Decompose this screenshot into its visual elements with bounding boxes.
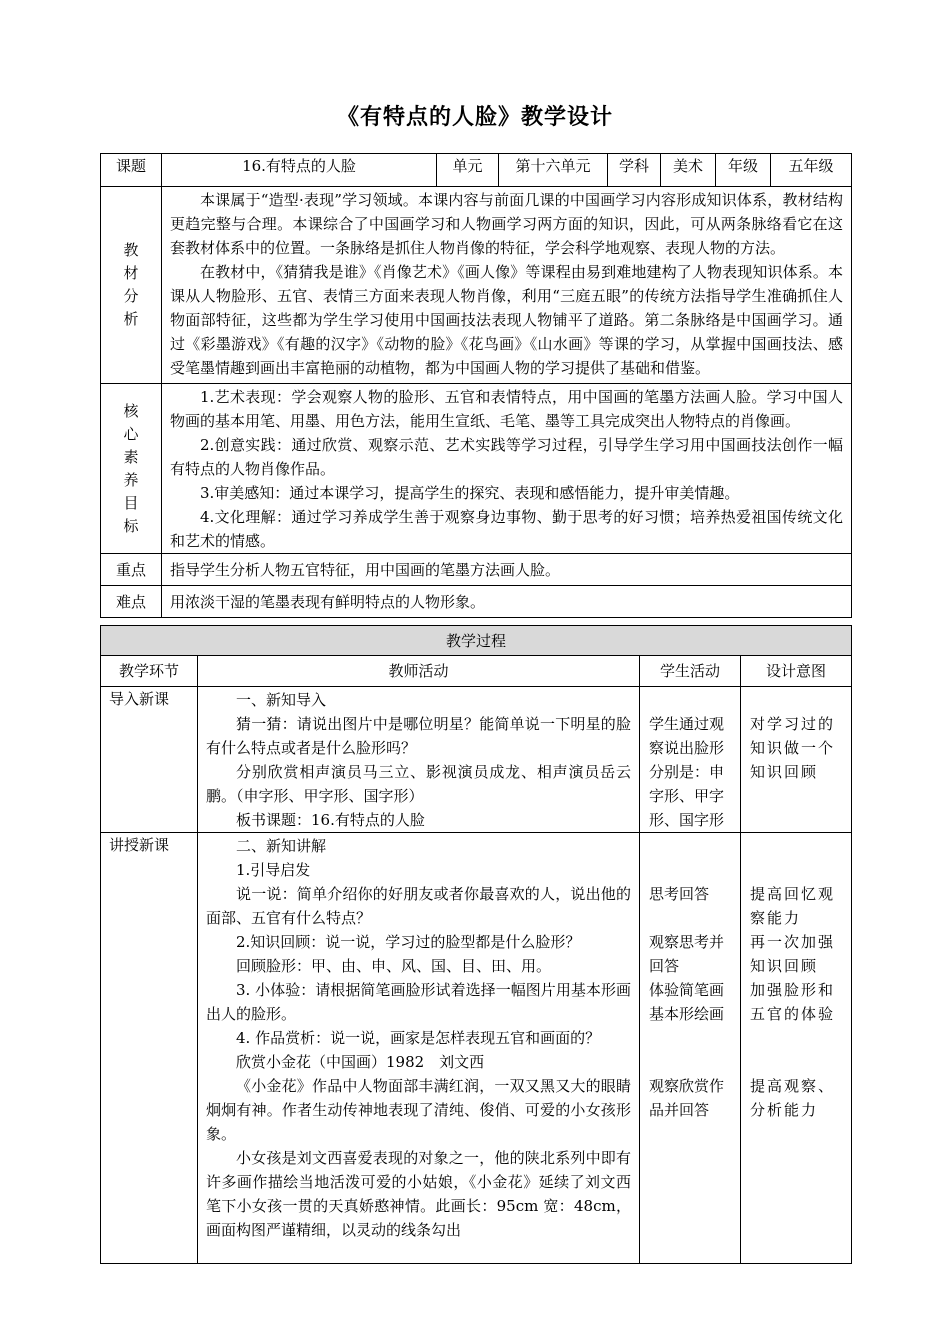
page-title: 《有特点的人脸》教学设计 (336, 104, 613, 130)
col-student-header: 学生活动 (640, 656, 741, 687)
key-point-label: 重点 (101, 554, 162, 586)
analysis-paragraph: 在教材中，《猜猜我是谁》《肖像艺术》《画人像》等课程由易到难地建构了人物表现知识体系。本课从人物脸形、五官、表情三方面来表现人物肖像，利用“三庭五眼”的传统方法指导学生准确抓住人物面部特征，这些都为学生学习使用中国画技法表现人物铺平了道路。第二条脉络是中国画学习。通过《彩墨游戏》《有趣的汉字》《动物的脸》《花鸟画》《山水画》等课的学习，从掌握中国画技法、感受笔墨情趣到画出丰富艳丽的动植物，都为中国画人物的学习提供了基础和借鉴。 (170, 263, 843, 377)
col-teacher-header: 教师活动 (198, 656, 640, 687)
core-label-3: 目 标 (123, 493, 153, 535)
subject-label: 学科 (608, 154, 661, 187)
teach-teacher-line: 3. 小体验：请根据简笔画脸形试着选择一幅图片用基本形画出人的脸形。 (206, 981, 631, 1023)
intro-teacher-line: 分别欣赏相声演员马三立、影视演员成龙、相声演员岳云鹏。（申字形、甲字形、国字形） (206, 763, 631, 805)
key-point-text: 指导学生分析人物五官特征，用中国画的笔墨方法画人脸。 (170, 560, 561, 579)
teach-teacher-line: 小女孩是刘文西喜爱表现的对象之一，他的陕北系列中即有许多画作描绘当地活泼可爱的小姑娘，《小金花》延续了刘文西笔下小女孩一贯的天真娇憨神情。此画长：95cm 宽：48cm，画面构图严谨精细，以灵动的线条勾出 (206, 1149, 631, 1239)
analysis-label (101, 187, 162, 384)
intro-teacher-line: 猜一猜：请说出图片中是哪位明星？能简单说一下明星的脸有什么特点或者是什么脸形吗？ (206, 715, 631, 757)
analysis-label-2: 分 析 (123, 287, 153, 328)
intro-design-text: 对学习过的知识做一个知识回顾 (750, 715, 836, 781)
teach-design-3: 加强脸形和五官的体验 (750, 981, 836, 1023)
difficulty-value (162, 586, 852, 618)
teach-teacher-line: 《小金花》作品中人物面部丰满红润，一双又黑又大的眼睛炯炯有神。作者生动传神地表现了清纯、俊俏、可爱的小女孩形象。 (206, 1077, 631, 1143)
core-paragraph: 3.审美感知：通过本课学习，提高学生的探究、表现和感悟能力，提升审美情趣。 (200, 484, 740, 502)
teach-teacher-line: 1.引导启发 (236, 861, 311, 879)
difficulty-label: 难点 (101, 586, 162, 618)
intro-student (640, 687, 741, 833)
teach-teacher-line: 回顾脸形：甲、由、申、风、国、目、田、用。 (236, 957, 552, 975)
teach-student-2: 观察思考并回答 (649, 933, 725, 975)
teach-teacher-line: 4. 作品赏析：说一说，画家是怎样表现五官和画面的？ (236, 1029, 601, 1047)
intro-stage (101, 687, 198, 833)
intro-teacher (198, 687, 640, 833)
lesson-info-table (100, 153, 852, 618)
teach-student (640, 833, 741, 1264)
col-design-header: 设计意图 (741, 656, 852, 687)
core-label-1: 核 心 (123, 401, 153, 443)
col-stage-header: 教学环节 (101, 656, 198, 687)
core-paragraph: 4.文化理解：通过学习养成学生善于观察身边事物、勤于思考的好习惯；培养热爱祖国传统文化和艺术的情感。 (170, 508, 843, 550)
teach-design-4: 提高观察、分析能力 (750, 1077, 836, 1119)
grade-label: 年级 (716, 154, 771, 187)
teach-student-1: 思考回答 (649, 885, 710, 903)
grade-value: 五年级 (771, 154, 852, 187)
key-point-value (162, 554, 852, 586)
unit-label: 单元 (437, 154, 499, 187)
subject-value: 美术 (661, 154, 716, 187)
table-row (101, 833, 852, 1264)
lesson-label: 课题 (101, 154, 162, 187)
teach-teacher-line: 二、新知讲解 (236, 837, 327, 855)
teach-design-2: 再一次加强知识回顾 (750, 933, 836, 975)
intro-design (741, 687, 852, 833)
core-paragraph: 1.艺术表现：学会观察人物的脸形、五官和表情特点，用中国画的笔墨方法画人脸。学习中国人物画的基本用笔、用墨、用色方法，能用生宣纸、毛笔、墨等工具完成突出人物特点的肖像画。 (170, 388, 843, 430)
core-content (162, 384, 852, 554)
core-paragraph: 2.创意实践：通过欣赏、观察示范、艺术实践等学习过程，引导学生学习用中国画技法创作一幅有特点的人物肖像作品。 (170, 436, 843, 478)
lesson-value: 16.有特点的人脸 (162, 154, 437, 187)
core-label-2: 素 养 (123, 447, 153, 489)
teaching-process-table (100, 625, 852, 1264)
teach-teacher-line: 欣赏小金花（中国画）1982 刘文西 (236, 1053, 485, 1071)
analysis-paragraph: 本课属于“造型·表现”学习领域。本课内容与前面几课的中国画学习内容形成知识体系，教材结构更趋完整与合理。本课综合了中国画学习和人物画学习两方面的知识，因此，可从两条脉络看它在这套教材体系中的位置。一条脉络是抓住人物肖像的特征，学会科学地观察、表现人物的方法。 (170, 191, 843, 257)
analysis-label-1: 教 材 (123, 241, 153, 282)
intro-teacher-line: 板书课题：16.有特点的人脸 (236, 811, 425, 829)
intro-teacher-line: 一、新知导入 (236, 691, 327, 709)
teach-stage (101, 833, 198, 1264)
teach-design (741, 833, 852, 1264)
process-header: 教学过程 (101, 626, 852, 656)
teach-student-3: 体验简笔画基本形绘画 (649, 981, 725, 1023)
analysis-content (162, 187, 852, 384)
teach-teacher (198, 833, 640, 1264)
table-row (101, 687, 852, 833)
core-label (101, 384, 162, 554)
teach-student-4: 观察欣赏作品并回答 (649, 1077, 725, 1119)
intro-student-text: 学生通过观察说出脸形分别是：申字形、甲字形、国字形 (649, 715, 725, 829)
unit-value: 第十六单元 (499, 154, 608, 187)
difficulty-text: 用浓淡干湿的笔墨表现有鲜明特点的人物形象。 (170, 592, 486, 611)
teach-teacher-line: 2.知识回顾：说一说，学习过的脸型都是什么脸形？ (236, 933, 581, 951)
intro-stage-text: 导入新课 (109, 690, 170, 708)
teach-design-1: 提高回忆观察能力 (750, 885, 836, 927)
teach-teacher-line: 说一说：简单介绍你的好朋友或者你最喜欢的人，说出他的面部、五官有什么特点？ (206, 885, 631, 927)
teach-stage-text: 讲授新课 (109, 836, 170, 854)
